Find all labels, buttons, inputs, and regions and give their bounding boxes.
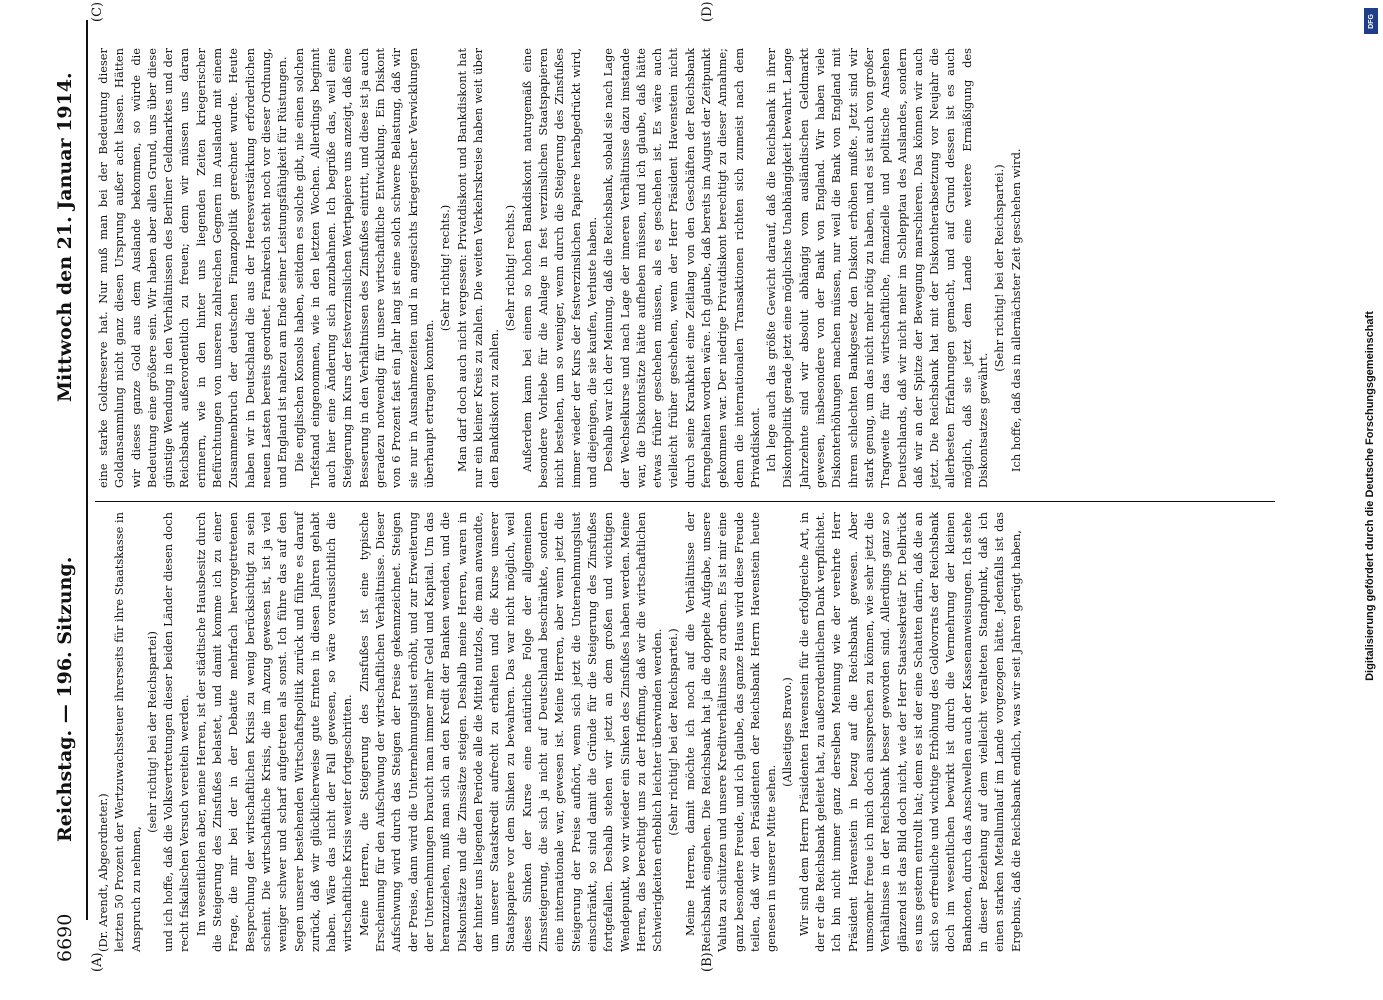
paragraph: eine starke Goldreserve hat. Nur muß man bei der Bedeutung dieser Goldansammlung nicht ganz diesen Ursprung außer acht lassen. Hätten wir dieses ganze Gold aus dem Auslande bekommen, so würde die Bedeutung eine größere sein. Wir haben aber allen Grund, uns über diese günstige Wendung in den Verhältnissen des Berliner Geldmarktes und der Reichsbank außerordentlich zu freuen; denn wir müssen uns daran erinnern, wie in den hinter uns liegenden Zeiten kriegerischer Befürchtungen von unseren zahlreichen Gegnern im Auslande mit einem Zusammenbruch der deutschen Finanzpolitik gerechnet wurde. Heute haben wir in Deutschland die aus der Heeresverstärkung erforderlichen neuen Lasten bereits geordnet. Frankreich steht noch vor dieser Ordnung, und England ist nahezu am Ende seiner Leistungsfähigkeit für Rüstungen. bbox=[96, 48, 290, 488]
paragraph: Die englischen Konsols haben, seitdem es solche gibt, nie einen solchen Tiefstand eingenommen, wie in den letzten Wochen. Allerdings beginnt auch hier eine Änderung sich anzubahnen. Ich begrüße das, weil eine Steigerung im Kurs der festverzinslichen Wertpapiere uns anzeigt, daß eine Besserung in den Verhältnissen des Zinsfußes eintritt, und diese ist ja auch geradezu notwendig für unsere wirtschaftliche Entwicklung. Ein Diskont von 6 Prozent fast ein Jahr lang ist eine solch schwere Belastung, daß wir sie nur in Ausnahmezeiten und in angesichts kriegerischer Verwicklungen überhaupt ertragen konnten. bbox=[291, 48, 436, 488]
interjection: (Allseitiges Bravo.) bbox=[780, 677, 795, 787]
paragraph: Ich lege auch das größte Gewicht darauf, daß die Reichsbank in ihrer Diskontpolitik gerade jetzt eine möglichste Unabhängigkeit bewahrt. Lange Jahrzehnte sind wir absolut abhängig vom ausländischen Geldmarkt gewesen, insbesondere von der Bank von England. Wir haben viele Diskonterhöhungen machen müssen, nur weil die Bank von England mit ihrem schlechten Bankgesetz den Diskont erhöhen mußte. Jetzt sind wir stark genug, um das nicht mehr nötig zu haben, und es ist auch von großer Tragweite für das wirtschaftliche, finanzielle und politische Ansehen Deutschlands, daß wir nicht mehr im Schlepptau des Auslandes, sondern daß wir an der Spitze der Bewegung marschieren. Das können wir auch jetzt. Die Reichsbank hat mit der Diskontherabsetzung vor Neujahr die allerbesten Erfahrungen gemacht, und auf Grund dessen ist es auch möglich, daß sie jetzt dem Lande eine weitere Ermäßigung des Diskontsatzes gewährt. bbox=[764, 48, 991, 488]
paragraph: Im wesentlichen aber, meine Herren, ist der städtische Hausbesitz durch die Steigerung des Zinsfußes belastet, und damit komme ich zu einer Frage, die mir bei der in der Debatte mehrfach hervorgetretenen Besprechung der wirtschaftlichen Krisis zu wenig berücksichtigt zu sein scheint. Die wirtschaftliche Krisis, die im Anzug gewesen ist, ist ja viel weniger schwer und scharf aufgetreten als sonst. Ich führe das auf den Segen unserer bestehenden Wirtschaftspolitik zurück und führe es darauf zurück, daß wir glücklicherweise gute Ernten in diesen Jahren gehabt haben. Wäre das nicht der Fall gewesen, so wäre voraussichtlich die wirtschaftliche Krisis weiter fortgeschritten. bbox=[193, 512, 355, 952]
column-divider bbox=[95, 501, 1275, 502]
paragraph: Ich hoffe, daß das in allernächster Zeit geschehen wird. bbox=[1008, 148, 1023, 472]
text-column-right bbox=[95, 48, 1024, 488]
interjection: (Sehr richtig! rechts.) bbox=[438, 204, 453, 332]
page-header bbox=[48, 32, 82, 962]
paragraph: Meine Herren, damit möchte ich noch auf die Verhältnisse der Reichsbank eingehen. Die Reichsbank hat ja die doppelte Aufgabe, unsere Valuta zu schützen und unsere Kreditverhältnisse zu ordnen. Es ist mir eine ganz besondere Freude, und ich glaube, das ganze Haus wird diese Freude teilen, daß wir den Präsidenten der Reichsbank Herrn Havenstein heute genesen in unserer Mitte sehen. bbox=[682, 512, 779, 952]
paragraph: Wir sind dem Herrn Präsidenten Havenstein für die erfolgreiche Art, in der er die Reichsbank geleitet hat, zu außerordentlichem Dank verpflichtet. Ich bin nicht immer ganz derselben Meinung wie der verehrte Herr Präsident Havenstein in bezug auf die Reichsbank gewesen. Aber umsomehr freue ich mich doch aussprechen zu können, wie sehr jetzt die Verhältnisse in der Reichsbank besser geworden sind. Allerdings ganz so glänzend ist das Bild doch nicht, wie der Herr Staatssekretär Dr. Delbrück es uns gestern entrollt hat; denn es ist der eine Schatten darin, daß die an sich so erfreuliche und wichtige Erhöhung des Goldvorrats der Reichsbank doch im wesentlichen bewirkt ist durch die Vermehrung der kleinen Banknoten, durch das Anschwellen auch der Kassenanweisungen. Ich stehe in dieser Beziehung auf dem vielleicht veralteten Standpunkt, daß ich einen starken Metallumlauf im Lande vorgezogen hätte. Jedenfalls ist das Ergebnis, daß die Reichsbank endlich, was wir seit Jahren gerügt haben, bbox=[796, 512, 1023, 952]
paragraph: Außerdem kann bei einem so hohen Bankdiskont naturgemäß eine besondere Vorliebe für die Anlage in fest verzinslichen Staatspapieren nicht bestehen, um so weniger, wenn durch die Steigerung des Zinsfußes immer wieder der Kurs der festverzinslichen Papiere herabgedrückt wird, und diejenigen, die sie kaufen, Verluste haben. bbox=[519, 48, 599, 488]
paragraph: Meine Herren, die Steigerung des Zinsfußes ist eine typische Erscheinung für den Aufschwung der wirtschaftlichen Verhältnisse. Dieser Aufschwung wird durch das Steigen der Preise gekennzeichnet. Steigen der Preise, dann wird die Unternehmungslust erhöht, und zur Erweiterung der Unternehmungen braucht man immer mehr Geld und Kapital. Um das heranzuziehen, muß man sich an den Kredit der Banken wenden, und die Diskontsätze und die Zinssätze steigen. Deshalb meine Herren, waren in der hinter uns liegenden Periode alle die Mittel nutzlos, die man anwandte, um unserer Staatskredit aufrecht zu erhalten und die Kurse unserer Staatspapiere vor dem Sinken zu bewahren. Das war nicht möglich, weil dieses Sinken der Kurse eine natürliche Folge der allgemeinen Zinssteigerung, die sich ja nicht auf Deutschland beschränkte, sondern eine internationale war, gewesen ist. Meine Herren, aber wenn jetzt die Steigerung der Preise aufhört, wenn sich jetzt die Unternehmungslust einschränkt, so sind damit die Gründe für die Steigerung des Zinsfußes fortgefallen. Deshalb stehen wir jetzt an dem großen und wichtigen Wendepunkt, wo wir wieder ein Sinken des Zinsfußes haben werden. Meine Herren, das berechtigt uns zu der Hoffnung, daß wir die wirtschaftlichen Schwierigkeiten erheblich leichter überwinden werden. bbox=[356, 512, 665, 952]
interjection: (Sehr richtig! bei der Reichspartei.) bbox=[992, 164, 1007, 372]
paragraph: letzten 50 Prozent der Wertzuwachssteuer ihrerseits für ihre Staatskasse in Anspruch zu nehmen, bbox=[112, 512, 143, 952]
header-right-title: Mittwoch den 21. Januar 1914. bbox=[54, 72, 76, 402]
margin-marker-a: (A) bbox=[90, 952, 105, 972]
dfg-logo: DFG bbox=[1364, 8, 1378, 34]
paragraph: und ich hoffe, daß die Volksvertretungen dieser beiden Länder diesen doch recht fiskalischen Versuch vereiteln werden. bbox=[161, 512, 192, 952]
interjection: (Sehr richtig! rechts.) bbox=[503, 204, 518, 332]
text-column-left bbox=[95, 512, 1024, 952]
interjection: (Sehr richtig! bei der Reichspartei.) bbox=[666, 628, 681, 836]
margin-marker-d: (D) bbox=[700, 1, 715, 22]
speaker-line: (Dr. Arendt, Abgeordneter.) bbox=[96, 793, 110, 952]
margin-marker-b: (B) bbox=[700, 952, 715, 972]
digitization-credit-text: Digitalisierung gefördert durch die Deutsche Forschungsgemeinschaft bbox=[1364, 311, 1376, 681]
paragraph: Deshalb war ich der Meinung, daß die Reichsbank, sobald sie nach Lage der Wechselkurse und nach Lage der inneren Verhältnisse dazu imstande war, die Diskontsätze hätte aufheben müssen, und ich glaube, daß hätte etwas früher geschehen müssen, als es geschehen ist. Es wäre auch vielleicht früher geschehen, wenn der Herr Präsident Havenstein nicht durch seine Krankheit eine Zeitlang von den Geschäften der Reichsbank ferngehalten worden wäre. Ich glaube, daß bereits im August der Zeitpunkt gekommen war. Der niedrige Privatdiskont berechtigt zu dieser Annahme; denn die internationalen Transaktionen richten sich zumeist nach dem Privatdiskont. bbox=[601, 48, 762, 488]
header-rule bbox=[86, 20, 88, 920]
interjection: (sehr richtig! bei der Reichspartei) bbox=[144, 631, 159, 833]
margin-marker-c: (C) bbox=[90, 1, 105, 22]
page-number: 6690 bbox=[54, 913, 76, 962]
digitization-credit bbox=[1360, 30, 1374, 970]
header-left-title: Reichstag. — 196. Sitzung. bbox=[54, 556, 76, 842]
paragraph: Man darf doch auch nicht vergessen: Privatdiskont und Bankdiskont hat nur ein kleiner Kreis zu zahlen. Die weiten Verkehrskreise haben weit über den Bankdiskont zu zahlen. bbox=[454, 48, 502, 488]
